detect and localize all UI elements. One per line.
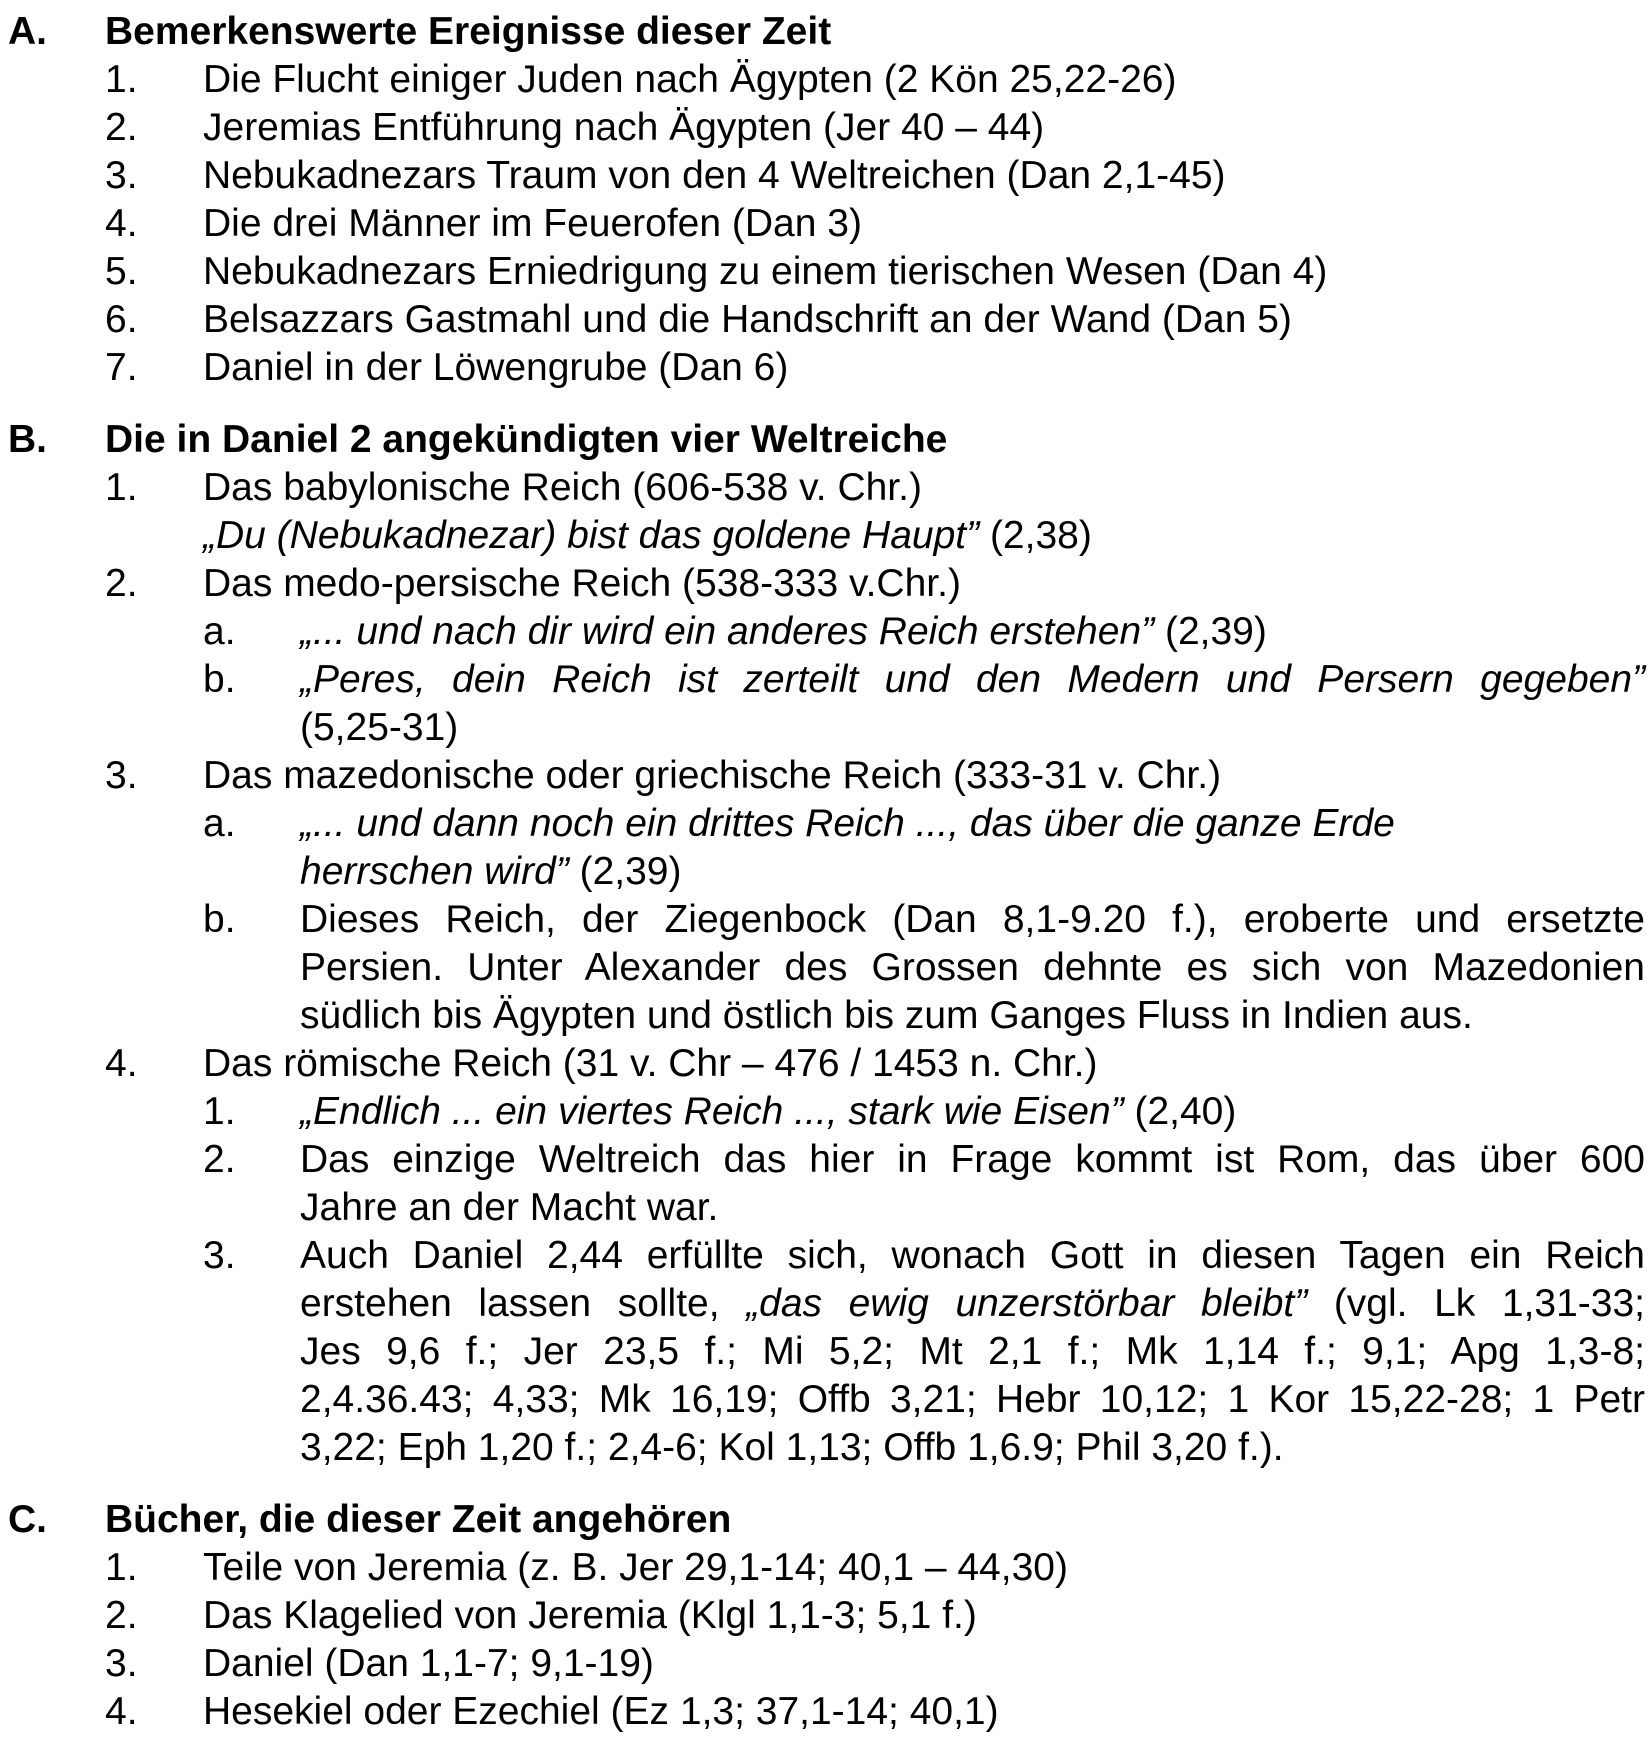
item-c1-text: Teile von Jeremia (z. B. Jer 29,1-14; 40,1 – 44,30) bbox=[203, 1546, 1068, 1589]
item-c3-text: Daniel (Dan 1,1-7; 9,1-19) bbox=[203, 1642, 654, 1685]
quote-b3a-line2: herrschen wird” bbox=[300, 850, 569, 893]
item-a5-marker: 5. bbox=[105, 250, 138, 293]
item-a1-text: Die Flucht einiger Juden nach Ägypten (2 Kön 25,22-26) bbox=[203, 58, 1177, 101]
item-a2-marker: 2. bbox=[105, 106, 138, 149]
quote-b4-sub3: „das ewig unzerstörbar bleibt” bbox=[746, 1282, 1308, 1325]
section-b-title: Die in Daniel 2 angekündigten vier Weltreiche bbox=[105, 418, 948, 461]
item-b2b-cont bbox=[0, 704, 1650, 752]
item-b3-marker: 3. bbox=[105, 754, 138, 797]
item-b4-marker: 4. bbox=[105, 1042, 138, 1085]
item-b1-text: Das babylonische Reich (606-538 v. Chr.) bbox=[203, 466, 922, 509]
item-c3 bbox=[0, 1640, 1650, 1688]
item-b4-sub3-marker: 3. bbox=[203, 1234, 236, 1277]
item-b4-sub3-text3: Jes 9,6 f.; Jer 23,5 f.; Mi 5,2; Mt 2,1 f.; Mk 1,14 f.; 9,1; Apg 1,3-8; bbox=[300, 1330, 1645, 1373]
item-b1-quote bbox=[0, 512, 1650, 560]
item-b4-sub1-text bbox=[300, 1088, 1650, 1136]
section-c-marker: C. bbox=[8, 1498, 47, 1541]
item-b3b-marker: b. bbox=[203, 898, 236, 941]
item-b4-sub3-text2 bbox=[300, 1280, 1645, 1328]
item-b3a-cont bbox=[0, 848, 1650, 896]
item-b1-marker: 1. bbox=[105, 466, 138, 509]
item-a1-marker: 1. bbox=[105, 58, 138, 101]
item-c2 bbox=[0, 1592, 1650, 1640]
item-b4-sub3-line2 bbox=[0, 1280, 1650, 1328]
item-b2b bbox=[0, 656, 1650, 704]
item-a3 bbox=[0, 152, 1650, 200]
item-a7-text: Daniel in der Löwengrube (Dan 6) bbox=[203, 346, 789, 389]
item-b2a-marker: a. bbox=[203, 610, 236, 653]
item-b4-sub2-line2 bbox=[0, 1184, 1650, 1232]
item-b3b-line1 bbox=[0, 896, 1650, 944]
item-b4-sub3-text1: Auch Daniel 2,44 erfüllte sich, wonach Gott in diesen Tagen ein Reich bbox=[300, 1234, 1645, 1277]
section-gap-ab bbox=[0, 392, 1650, 416]
item-a5-text: Nebukadnezars Erniedrigung zu einem tierischen Wesen (Dan 4) bbox=[203, 250, 1328, 293]
item-b3b-text3: südlich bis Ägypten und östlich bis zum Ganges Fluss in Indien aus. bbox=[300, 994, 1473, 1037]
item-b4-text: Das römische Reich (31 v. Chr – 476 / 1453 n. Chr.) bbox=[203, 1042, 1098, 1085]
item-b4-sub2-line1 bbox=[0, 1136, 1650, 1184]
quote-b4-sub1: „Endlich ... ein viertes Reich ..., stark wie Eisen” bbox=[300, 1090, 1124, 1133]
item-b4-sub2-text1: Das einzige Weltreich das hier in Frage kommt ist Rom, das über 600 bbox=[300, 1138, 1645, 1181]
item-a6 bbox=[0, 296, 1650, 344]
item-b4-sub3-line3 bbox=[0, 1328, 1650, 1376]
item-c3-marker: 3. bbox=[105, 1642, 138, 1685]
item-b4-sub1 bbox=[0, 1088, 1650, 1136]
item-b3a-cont-text bbox=[300, 848, 1650, 896]
item-b3b-line3 bbox=[0, 992, 1650, 1040]
item-b2a-text bbox=[300, 608, 1650, 656]
item-b4-sub3-line4 bbox=[0, 1376, 1650, 1424]
section-c-title: Bücher, die dieser Zeit angehören bbox=[105, 1498, 732, 1541]
b4-sub3-line2-post: (vgl. Lk 1,31-33; bbox=[1307, 1282, 1645, 1325]
item-b3a bbox=[0, 800, 1650, 848]
item-a1 bbox=[0, 56, 1650, 104]
item-a4 bbox=[0, 200, 1650, 248]
item-a6-marker: 6. bbox=[105, 298, 138, 341]
item-c2-marker: 2. bbox=[105, 1594, 138, 1637]
section-a-marker: A. bbox=[8, 10, 47, 53]
item-a2 bbox=[0, 104, 1650, 152]
item-a3-text: Nebukadnezars Traum von den 4 Weltreichen (Dan 2,1-45) bbox=[203, 154, 1226, 197]
item-b4-sub3-line5 bbox=[0, 1424, 1650, 1472]
item-a7-marker: 7. bbox=[105, 346, 138, 389]
item-b1-quote-text bbox=[203, 512, 1650, 560]
item-b2-text: Das medo-persische Reich (538-333 v.Chr.) bbox=[203, 562, 961, 605]
item-a3-marker: 3. bbox=[105, 154, 138, 197]
quote-b3a-line1: „... und dann noch ein drittes Reich ..., das über die ganze Erde bbox=[300, 802, 1395, 845]
item-c4-marker: 4. bbox=[105, 1690, 138, 1733]
b4-sub3-line2-pre: erstehen lassen sollte, bbox=[300, 1282, 747, 1325]
item-b4-sub2-text2: Jahre an der Macht war. bbox=[300, 1186, 719, 1229]
item-c4 bbox=[0, 1688, 1650, 1736]
item-c1 bbox=[0, 1544, 1650, 1592]
item-a6-text: Belsazzars Gastmahl und die Handschrift an der Wand (Dan 5) bbox=[203, 298, 1292, 341]
section-b-heading bbox=[0, 416, 1650, 464]
quote-b2a: „... und nach dir wird ein anderes Reich erstehen” bbox=[300, 610, 1155, 653]
item-b2b-marker: b. bbox=[203, 658, 236, 701]
item-b4-sub3-text4: 2,4.36.43; 4,33; Mk 16,19; Offb 3,21; Hebr 10,12; 1 Kor 15,22-28; 1 Petr bbox=[300, 1378, 1645, 1421]
item-c1-marker: 1. bbox=[105, 1546, 138, 1589]
quote-b1: „Du (Nebukadnezar) bist das goldene Haupt” bbox=[203, 514, 980, 557]
item-b4-sub3-line1 bbox=[0, 1232, 1650, 1280]
item-b4-sub1-marker: 1. bbox=[203, 1090, 236, 1133]
item-b3-text: Das mazedonische oder griechische Reich (333-31 v. Chr.) bbox=[203, 754, 1222, 797]
item-c4-text: Hesekiel oder Ezechiel (Ez 1,3; 37,1-14; 40,1) bbox=[203, 1690, 999, 1733]
item-a5 bbox=[0, 248, 1650, 296]
quote-b3a-ref: (2,39) bbox=[568, 850, 682, 893]
section-a-heading bbox=[0, 8, 1650, 56]
item-a4-text: Die drei Männer im Feuerofen (Dan 3) bbox=[203, 202, 862, 245]
item-b3a-marker: a. bbox=[203, 802, 236, 845]
item-b2a bbox=[0, 608, 1650, 656]
item-a4-marker: 4. bbox=[105, 202, 138, 245]
quote-b2b: „Peres, dein Reich ist zerteilt und den Medern und Persern gegeben” bbox=[300, 658, 1645, 701]
quote-b1-ref: (2,38) bbox=[979, 514, 1092, 557]
item-b2b-ref: (5,25-31) bbox=[300, 706, 459, 749]
item-b3b-text1: Dieses Reich, der Ziegenbock (Dan 8,1-9.20 f.), eroberte und ersetzte bbox=[300, 898, 1645, 941]
item-b3b-line2 bbox=[0, 944, 1650, 992]
item-b3b-text2: Persien. Unter Alexander des Grossen dehnte es sich von Mazedonien bbox=[300, 946, 1645, 989]
item-b2b-text bbox=[300, 656, 1645, 704]
item-b2 bbox=[0, 560, 1650, 608]
item-a7 bbox=[0, 344, 1650, 392]
item-c2-text: Das Klagelied von Jeremia (Klgl 1,1-3; 5,1 f.) bbox=[203, 1594, 977, 1637]
section-gap-bc bbox=[0, 1472, 1650, 1496]
item-b4-sub2-marker: 2. bbox=[203, 1138, 236, 1181]
item-b1 bbox=[0, 464, 1650, 512]
quote-b4-sub1-ref: (2,40) bbox=[1123, 1090, 1237, 1133]
section-a-title: Bemerkenswerte Ereignisse dieser Zeit bbox=[105, 10, 832, 53]
item-b3a-text bbox=[300, 800, 1650, 848]
item-a2-text: Jeremias Entführung nach Ägypten (Jer 40 – 44) bbox=[203, 106, 1045, 149]
item-b2-marker: 2. bbox=[105, 562, 138, 605]
quote-b2a-ref: (2,39) bbox=[1154, 610, 1267, 653]
item-b4 bbox=[0, 1040, 1650, 1088]
section-c-heading bbox=[0, 1496, 1650, 1544]
item-b4-sub3-text5: 3,22; Eph 1,20 f.; 2,4-6; Kol 1,13; Offb 1,6.9; Phil 3,20 f.). bbox=[300, 1426, 1284, 1469]
item-b3 bbox=[0, 752, 1650, 800]
section-b-marker: B. bbox=[8, 418, 47, 461]
